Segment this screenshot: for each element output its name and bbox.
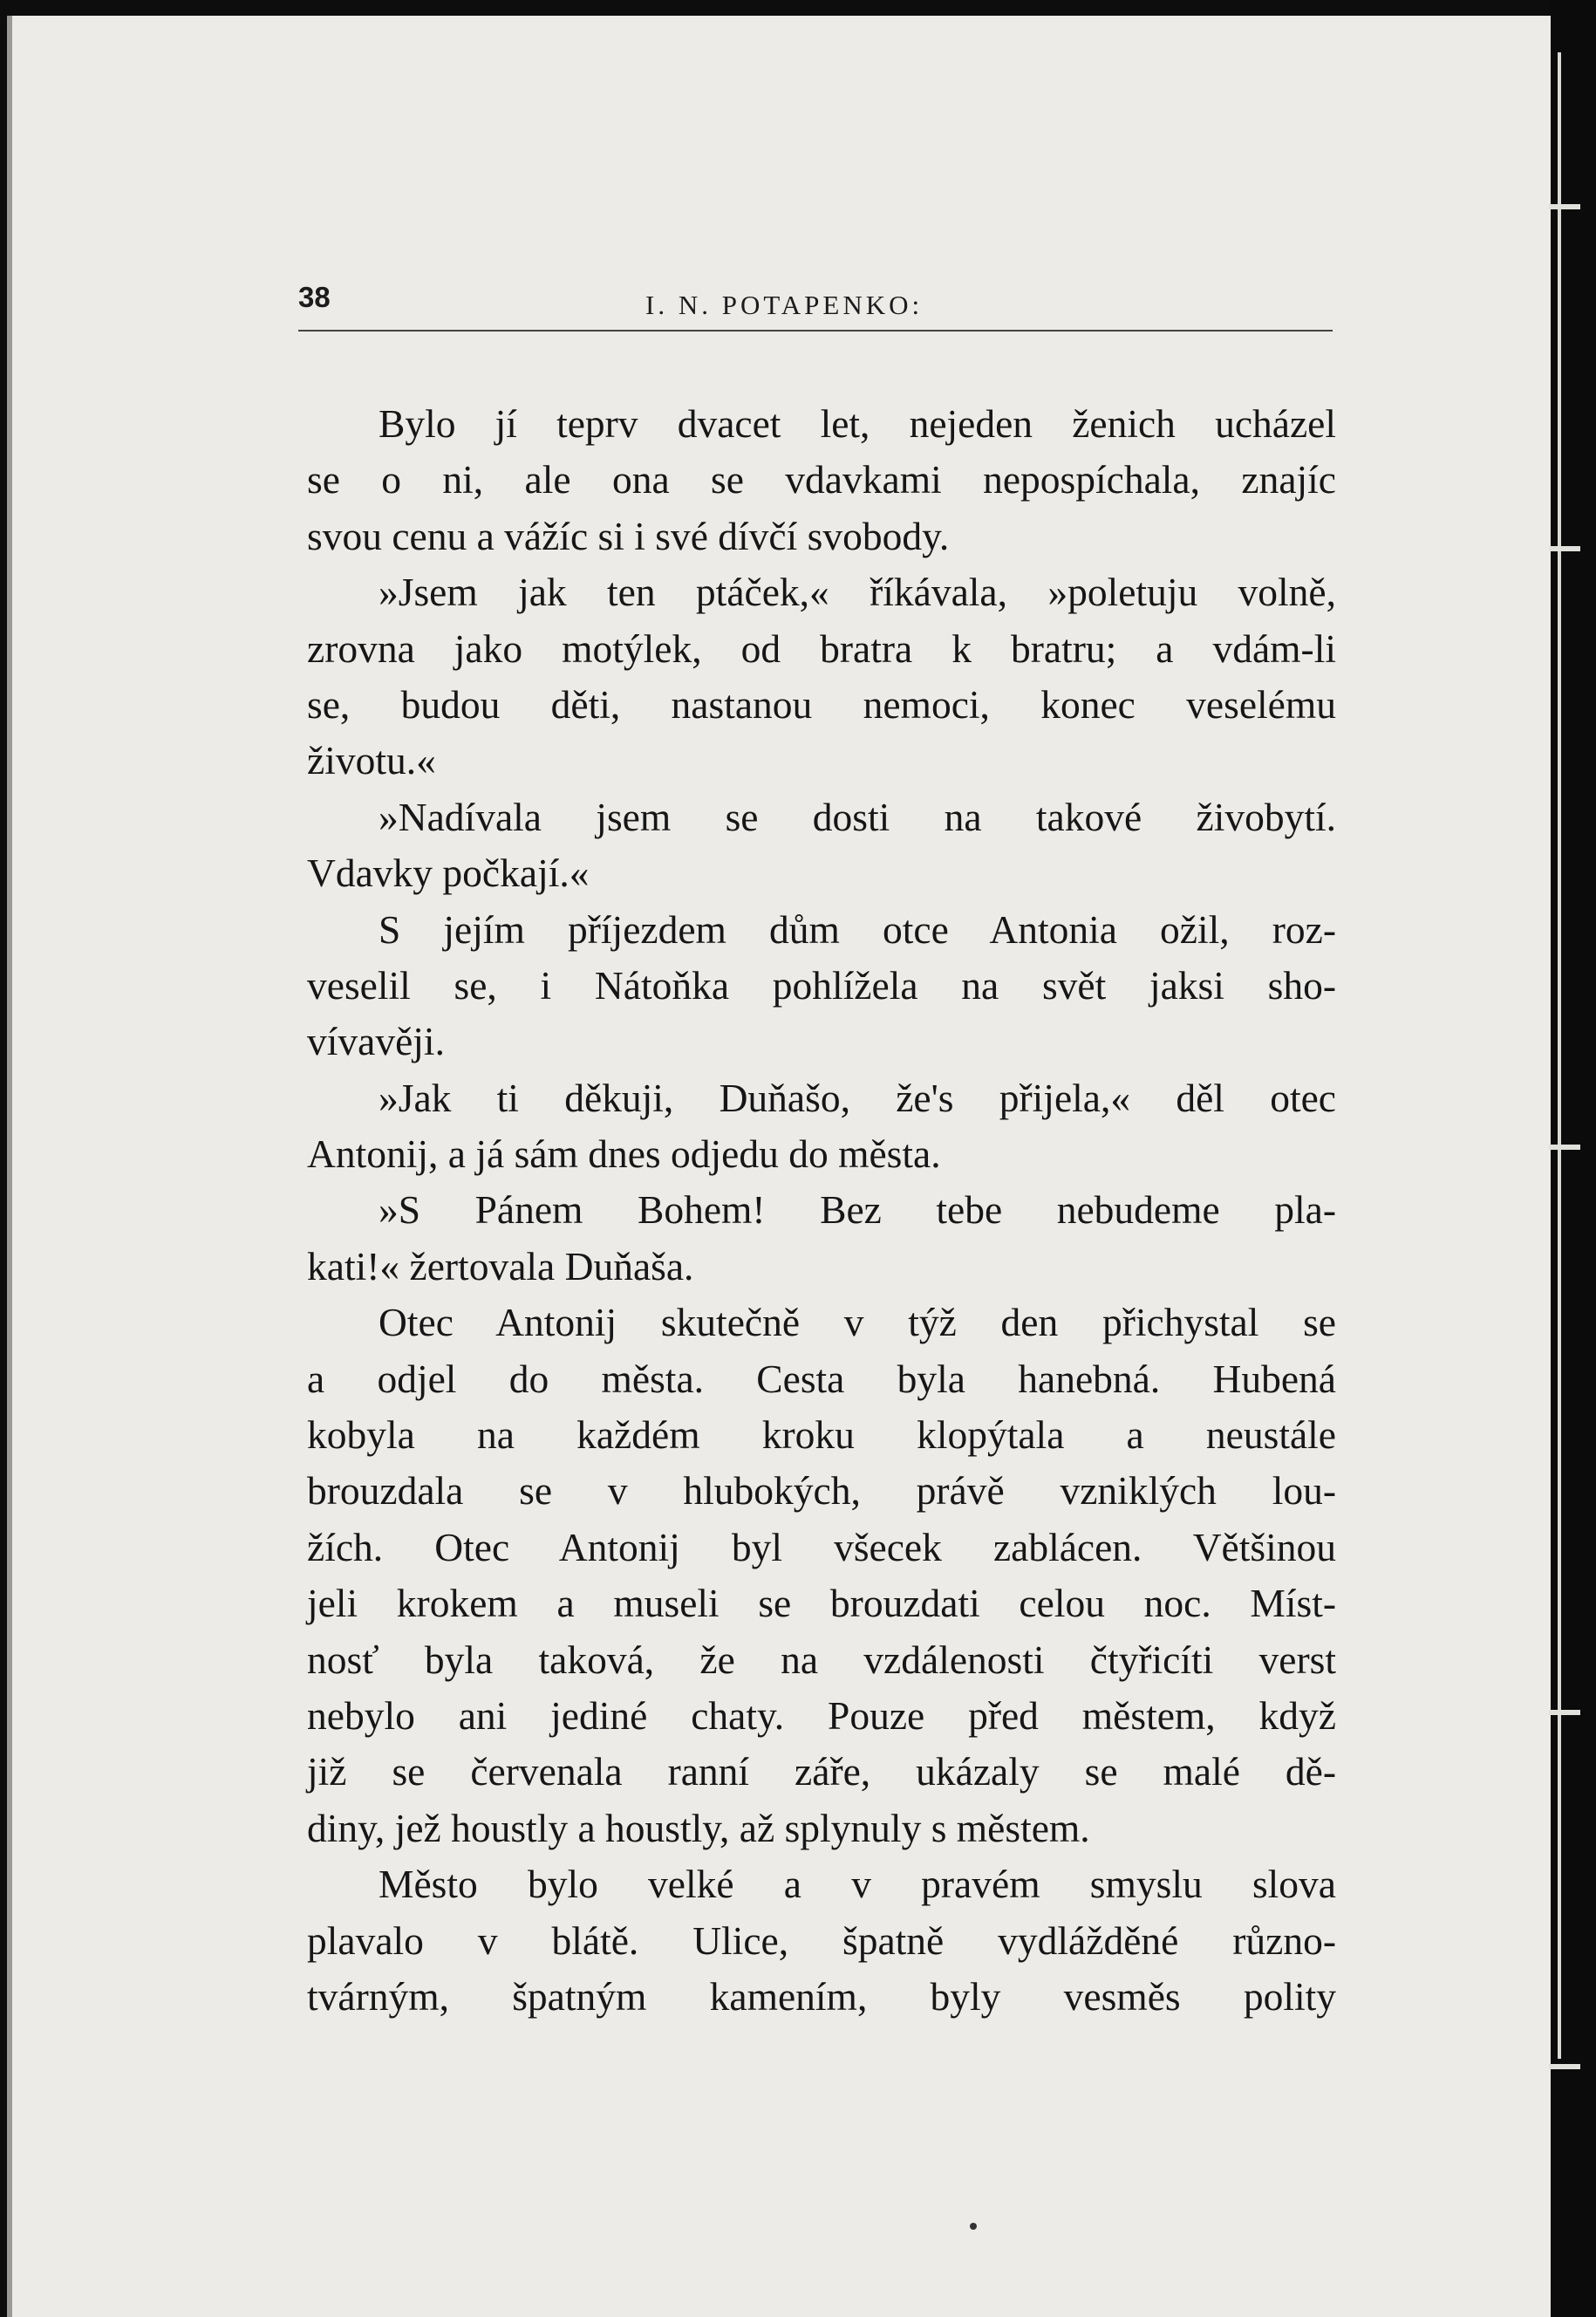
ink-speck bbox=[970, 2223, 977, 2230]
text-line: plavalo v blátě. Ulice, špatně vydlážděné různo- bbox=[307, 1917, 1336, 1963]
text-line: Otec Antonij skutečně v týž den přichystal se bbox=[379, 1300, 1336, 1345]
text-line: »Nadívala jsem se dosti na takové živobytí. bbox=[379, 794, 1336, 839]
text-line: diny, jež houstly a houstly, až splynuly s městem. bbox=[307, 1805, 1090, 1850]
text-line: brouzdala se v hlubokých, právě vzniklých lou- bbox=[307, 1468, 1336, 1514]
text-line: »Jak ti děkuji, Duňašo, že's přijela,« děl otec bbox=[379, 1075, 1336, 1120]
text-line: již se červenala ranní záře, ukázaly se malé dě- bbox=[307, 1749, 1336, 1794]
text-line: kati!« žertovala Duňaša. bbox=[307, 1243, 694, 1288]
body-text bbox=[307, 396, 1336, 2025]
text-line: kobyla na každém kroku klopýtala a neustále bbox=[307, 1412, 1336, 1458]
spine-mark bbox=[1549, 546, 1580, 551]
running-head: I. N. POTAPENKO: bbox=[645, 290, 924, 320]
spine-mark bbox=[1549, 204, 1580, 209]
text-line: žích. Otec Antonij byl všecek zablácen. Většinou bbox=[307, 1524, 1336, 1569]
book-page bbox=[7, 16, 1552, 2317]
text-line: tvárným, špatným kamením, byly vesměs polity bbox=[307, 1973, 1336, 2019]
text-line: se o ni, ale ona se vdavkami nepospíchala, znajíc bbox=[307, 457, 1336, 502]
text-line: Bylo jí teprv dvacet let, nejeden ženich ucházel bbox=[379, 401, 1336, 446]
text-line: »Jsem jak ten ptáček,« říkávala, »poletuju volně, bbox=[379, 570, 1336, 615]
text-line: nosť byla taková, že na vzdálenosti čtyřicíti verst bbox=[307, 1637, 1336, 1682]
page-header bbox=[298, 277, 1333, 331]
spine-edge bbox=[1558, 52, 1561, 2059]
text-line: Město bylo velké a v pravém smyslu slova bbox=[379, 1862, 1336, 1907]
text-line: Antonij, a já sám dnes odjedu do města. bbox=[307, 1131, 941, 1177]
text-line: vívavěji. bbox=[307, 1019, 445, 1064]
text-line: zrovna jako motýlek, od bratra k bratru; a vdám-li bbox=[307, 625, 1336, 671]
spine-mark bbox=[1549, 1145, 1580, 1150]
spine-mark bbox=[1549, 1710, 1580, 1715]
spine-mark bbox=[1549, 2064, 1580, 2069]
page-number: 38 bbox=[298, 281, 331, 313]
text-line: a odjel do města. Cesta byla hanebná. Hubená bbox=[307, 1356, 1336, 1401]
text-line: svou cenu a vážíc si i své dívčí svobody. bbox=[307, 513, 950, 558]
text-line: veselil se, i Nátoňka pohlížela na svět jaksi sho- bbox=[307, 962, 1336, 1008]
text-line: se, budou děti, nastanou nemoci, konec veselému bbox=[307, 681, 1336, 727]
text-line: »S Pánem Bohem! Bez tebe nebudeme pla- bbox=[379, 1187, 1336, 1233]
text-line: Vdavky počkají.« bbox=[307, 851, 590, 896]
text-line: životu.« bbox=[307, 738, 436, 783]
text-line: jeli krokem a museli se brouzdati celou noc. Míst- bbox=[307, 1581, 1336, 1626]
text-line: nebylo ani jediné chaty. Pouze před městem, když bbox=[307, 1692, 1336, 1738]
text-line: S jejím příjezdem dům otce Antonia ožil, roz- bbox=[379, 906, 1336, 952]
